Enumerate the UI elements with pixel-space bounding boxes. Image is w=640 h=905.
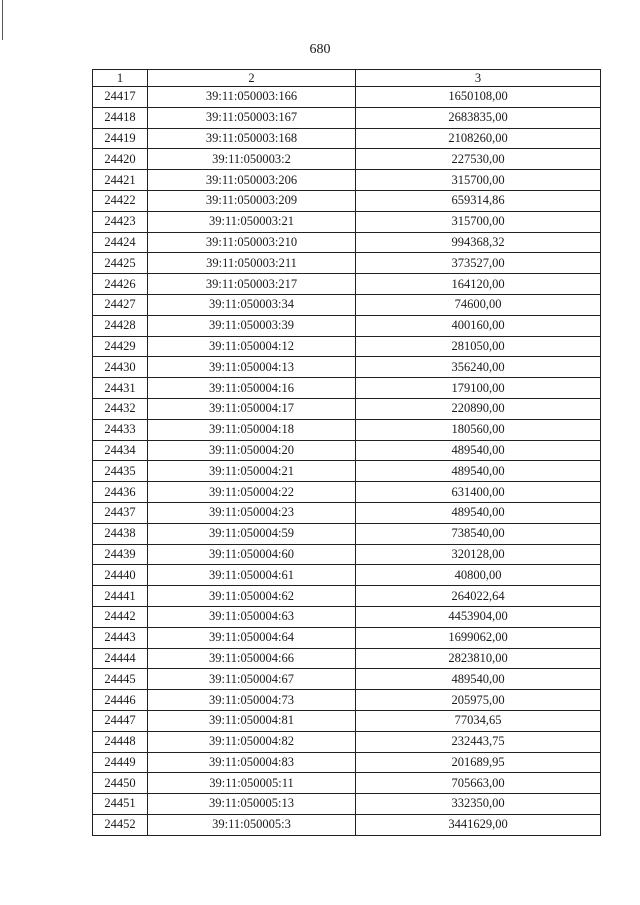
cadastral-value-cell: 659314,86 (356, 190, 601, 211)
row-number-cell: 24422 (93, 190, 148, 211)
table-row (93, 731, 601, 752)
cadastral-number-cell: 39:11:050003:209 (148, 190, 356, 211)
row-number-cell: 24439 (93, 544, 148, 565)
row-number-cell: 24442 (93, 606, 148, 627)
cadastral-number-cell: 39:11:050004:82 (148, 731, 356, 752)
table-row (93, 398, 601, 419)
table-row (93, 482, 601, 503)
cadastral-number-cell: 39:11:050004:22 (148, 482, 356, 503)
cadastral-number-cell: 39:11:050004:13 (148, 357, 356, 378)
table-row (93, 232, 601, 253)
cadastral-number-cell: 39:11:050004:64 (148, 627, 356, 648)
cadastral-value-cell: 2683835,00 (356, 107, 601, 128)
cadastral-number-cell: 39:11:050004:61 (148, 565, 356, 586)
table-row (93, 336, 601, 357)
row-number-cell: 24420 (93, 149, 148, 170)
table-row (93, 794, 601, 815)
table-row (93, 378, 601, 399)
cadastral-value-cell: 400160,00 (356, 315, 601, 336)
cadastral-value-cell: 180560,00 (356, 419, 601, 440)
table-row (93, 773, 601, 794)
cadastral-value-table (92, 69, 601, 836)
cadastral-value-cell: 1650108,00 (356, 87, 601, 108)
cadastral-value-cell: 264022,64 (356, 586, 601, 607)
table-row (93, 461, 601, 482)
cadastral-number-cell: 39:11:050004:81 (148, 710, 356, 731)
cadastral-value-cell: 74600,00 (356, 294, 601, 315)
cadastral-value-cell: 3441629,00 (356, 814, 601, 835)
row-number-cell: 24421 (93, 170, 148, 191)
cadastral-number-cell: 39:11:050004:59 (148, 523, 356, 544)
cadastral-value-cell: 631400,00 (356, 482, 601, 503)
table-row (93, 814, 601, 835)
cadastral-number-cell: 39:11:050004:63 (148, 606, 356, 627)
row-number-cell: 24417 (93, 87, 148, 108)
table-row (93, 190, 601, 211)
row-number-cell: 24444 (93, 648, 148, 669)
row-number-cell: 24445 (93, 669, 148, 690)
cadastral-value-cell: 332350,00 (356, 794, 601, 815)
cadastral-number-cell: 39:11:050004:20 (148, 440, 356, 461)
cadastral-value-cell: 373527,00 (356, 253, 601, 274)
cadastral-value-cell: 2108260,00 (356, 128, 601, 149)
cadastral-number-cell: 39:11:050003:2 (148, 149, 356, 170)
cadastral-number-cell: 39:11:050004:66 (148, 648, 356, 669)
table-row (93, 669, 601, 690)
table-row (93, 627, 601, 648)
cadastral-number-cell: 39:11:050003:167 (148, 107, 356, 128)
table-body (93, 87, 601, 836)
column-header-2: 2 (148, 70, 356, 87)
row-number-cell: 24434 (93, 440, 148, 461)
table-row (93, 419, 601, 440)
cadastral-number-cell: 39:11:050003:210 (148, 232, 356, 253)
cadastral-value-cell: 281050,00 (356, 336, 601, 357)
cadastral-value-cell: 738540,00 (356, 523, 601, 544)
cadastral-number-cell: 39:11:050003:166 (148, 87, 356, 108)
cadastral-number-cell: 39:11:050003:21 (148, 211, 356, 232)
row-number-cell: 24427 (93, 294, 148, 315)
table-row (93, 502, 601, 523)
cadastral-number-cell: 39:11:050003:168 (148, 128, 356, 149)
column-header-3: 3 (356, 70, 601, 87)
cadastral-number-cell: 39:11:050004:83 (148, 752, 356, 773)
table-row (93, 440, 601, 461)
cadastral-number-cell: 39:11:050003:211 (148, 253, 356, 274)
row-number-cell: 24424 (93, 232, 148, 253)
row-number-cell: 24432 (93, 398, 148, 419)
row-number-cell: 24448 (93, 731, 148, 752)
cadastral-number-cell: 39:11:050004:21 (148, 461, 356, 482)
column-header-1: 1 (93, 70, 148, 87)
row-number-cell: 24419 (93, 128, 148, 149)
table-row (93, 107, 601, 128)
cadastral-number-cell: 39:11:050004:23 (148, 502, 356, 523)
cadastral-number-cell: 39:11:050004:17 (148, 398, 356, 419)
cadastral-value-cell: 220890,00 (356, 398, 601, 419)
table-row (93, 523, 601, 544)
row-number-cell: 24428 (93, 315, 148, 336)
row-number-cell: 24443 (93, 627, 148, 648)
row-number-cell: 24426 (93, 274, 148, 295)
row-number-cell: 24423 (93, 211, 148, 232)
row-number-cell: 24436 (93, 482, 148, 503)
row-number-cell: 24438 (93, 523, 148, 544)
cadastral-value-cell: 705663,00 (356, 773, 601, 794)
cadastral-number-cell: 39:11:050004:18 (148, 419, 356, 440)
row-number-cell: 24431 (93, 378, 148, 399)
cadastral-value-cell: 489540,00 (356, 461, 601, 482)
row-number-cell: 24451 (93, 794, 148, 815)
table-row (93, 565, 601, 586)
table-row (93, 606, 601, 627)
table-row (93, 752, 601, 773)
table-header-row (93, 70, 601, 87)
cadastral-value-cell: 320128,00 (356, 544, 601, 565)
table-row (93, 87, 601, 108)
cadastral-value-cell: 232443,75 (356, 731, 601, 752)
table-row (93, 170, 601, 191)
cadastral-value-cell: 1699062,00 (356, 627, 601, 648)
cadastral-value-cell: 994368,32 (356, 232, 601, 253)
cadastral-number-cell: 39:11:050003:34 (148, 294, 356, 315)
cadastral-number-cell: 39:11:050004:16 (148, 378, 356, 399)
row-number-cell: 24418 (93, 107, 148, 128)
row-number-cell: 24446 (93, 690, 148, 711)
cadastral-number-cell: 39:11:050003:206 (148, 170, 356, 191)
row-number-cell: 24429 (93, 336, 148, 357)
table-row (93, 357, 601, 378)
table-row (93, 149, 601, 170)
cadastral-value-cell: 2823810,00 (356, 648, 601, 669)
cadastral-number-cell: 39:11:050004:73 (148, 690, 356, 711)
table-row (93, 211, 601, 232)
cadastral-value-cell: 315700,00 (356, 211, 601, 232)
cadastral-number-cell: 39:11:050004:12 (148, 336, 356, 357)
cadastral-value-cell: 315700,00 (356, 170, 601, 191)
table-row (93, 690, 601, 711)
cadastral-value-cell: 77034,65 (356, 710, 601, 731)
cadastral-number-cell: 39:11:050003:39 (148, 315, 356, 336)
table-row (93, 710, 601, 731)
row-number-cell: 24440 (93, 565, 148, 586)
cadastral-number-cell: 39:11:050005:13 (148, 794, 356, 815)
cadastral-value-cell: 489540,00 (356, 502, 601, 523)
row-number-cell: 24430 (93, 357, 148, 378)
cadastral-number-cell: 39:11:050005:3 (148, 814, 356, 835)
table-row (93, 315, 601, 336)
cadastral-value-cell: 489540,00 (356, 440, 601, 461)
table-row (93, 586, 601, 607)
cadastral-value-cell: 205975,00 (356, 690, 601, 711)
row-number-cell: 24452 (93, 814, 148, 835)
cadastral-number-cell: 39:11:050004:62 (148, 586, 356, 607)
row-number-cell: 24450 (93, 773, 148, 794)
table-row (93, 294, 601, 315)
table-row (93, 648, 601, 669)
cadastral-number-cell: 39:11:050003:217 (148, 274, 356, 295)
row-number-cell: 24449 (93, 752, 148, 773)
cadastral-value-cell: 164120,00 (356, 274, 601, 295)
page-number: 680 (309, 42, 331, 57)
table-row (93, 128, 601, 149)
table-row (93, 253, 601, 274)
row-number-cell: 24441 (93, 586, 148, 607)
row-number-cell: 24435 (93, 461, 148, 482)
cadastral-number-cell: 39:11:050004:60 (148, 544, 356, 565)
row-number-cell: 24425 (93, 253, 148, 274)
cadastral-value-cell: 489540,00 (356, 669, 601, 690)
row-number-cell: 24447 (93, 710, 148, 731)
cadastral-value-cell: 356240,00 (356, 357, 601, 378)
cadastral-value-cell: 201689,95 (356, 752, 601, 773)
cadastral-value-cell: 179100,00 (356, 378, 601, 399)
row-number-cell: 24433 (93, 419, 148, 440)
cadastral-number-cell: 39:11:050004:67 (148, 669, 356, 690)
cadastral-value-cell: 40800,00 (356, 565, 601, 586)
cadastral-value-cell: 4453904,00 (356, 606, 601, 627)
cadastral-value-cell: 227530,00 (356, 149, 601, 170)
table-row (93, 544, 601, 565)
cadastral-number-cell: 39:11:050005:11 (148, 773, 356, 794)
scan-edge-line (2, 0, 3, 40)
table-row (93, 274, 601, 295)
row-number-cell: 24437 (93, 502, 148, 523)
